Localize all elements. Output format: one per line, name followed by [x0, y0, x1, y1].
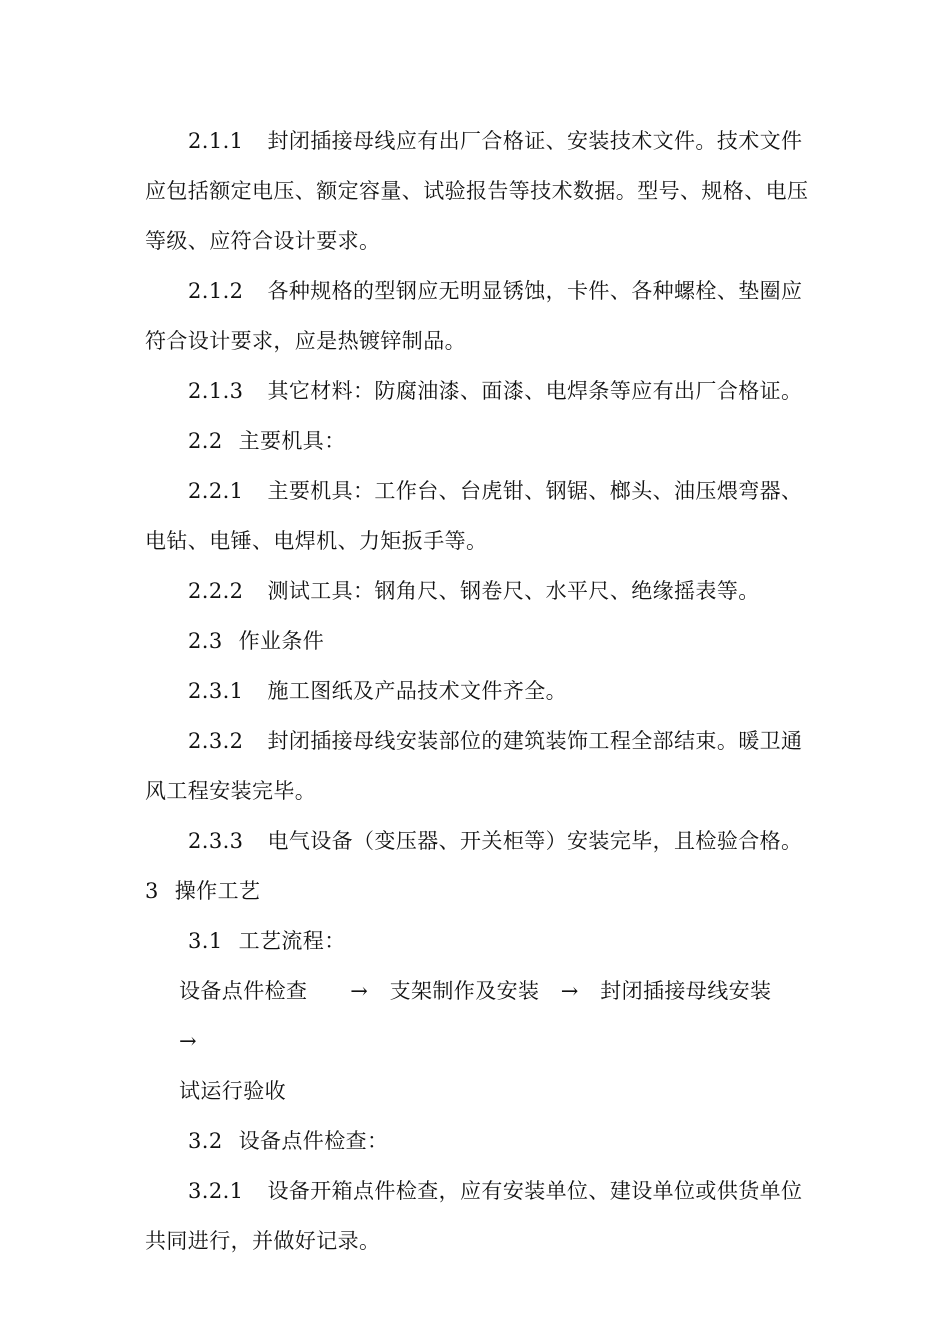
paragraph-text: 测试工具：钢角尺、钢卷尺、水平尺、绝缘摇表等。: [267, 579, 760, 603]
section-number: 3: [145, 879, 159, 903]
section-number: 2.2.1: [188, 479, 244, 503]
process-flow-line-2: 试运行验收: [179, 1079, 286, 1103]
section-number: 2.2.2: [188, 579, 244, 603]
heading-3: [145, 866, 810, 916]
paragraph-text: 施工图纸及产品技术文件齐全。: [267, 679, 568, 703]
paragraph-text: 封闭插接母线安装部位的建筑装饰工程全部结束。暖卫通风工程安装完毕。: [145, 729, 803, 803]
paragraph-text: 各种规格的型钢应无明显锈蚀，卡件、各种螺栓、垫圈应符合设计要求，应是热镀锌制品。: [145, 279, 803, 353]
paragraph-2-1-1: [145, 116, 810, 266]
heading-3-2: [145, 1116, 810, 1166]
heading-text: 作业条件: [238, 629, 325, 653]
heading-2-3: [145, 616, 810, 666]
paragraph-text: 设备开箱点件检查，应有安装单位、建设单位或供货单位共同进行，并做好记录。: [145, 1179, 803, 1253]
paragraph-2-2-1: [145, 466, 810, 566]
paragraph-3-2-1: [145, 1166, 810, 1266]
section-number: 2.3.2: [188, 729, 244, 753]
document-body: [145, 116, 815, 1266]
paragraph-2-3-2: [145, 716, 810, 816]
paragraph-text: 其它材料：防腐油漆、面漆、电焊条等应有出厂合格证。: [267, 379, 803, 403]
paragraph-2-3-1: [145, 666, 810, 716]
heading-text: 操作工艺: [174, 879, 261, 903]
heading-3-1: [145, 916, 810, 966]
process-flow-line-1: 设备点件检查 → 支架制作及安装 → 封闭插接母线安装 →: [179, 979, 815, 1053]
paragraph-2-3-3: [145, 816, 810, 866]
paragraph-text: 主要机具：工作台、台虎钳、钢锯、榔头、油压煨弯器、电钻、电锤、电焊机、力矩扳手等。: [145, 479, 803, 553]
paragraph-text: 电气设备（变压器、开关柜等）安装完毕，且检验合格。: [267, 829, 803, 853]
paragraph-2-1-2: [145, 266, 810, 366]
section-number: 2.3: [188, 629, 223, 653]
paragraph-2-1-3: [145, 366, 810, 416]
section-number: 3.2: [188, 1129, 223, 1153]
section-number: 2.2: [188, 429, 223, 453]
process-flow: [145, 966, 815, 1116]
section-number: 2.1.1: [188, 129, 244, 153]
section-number: 3.2.1: [188, 1179, 244, 1203]
paragraph-2-2-2: [145, 566, 810, 616]
section-number: 2.1.3: [188, 379, 244, 403]
section-number: 2.1.2: [188, 279, 244, 303]
heading-text: 设备点件检查：: [238, 1129, 389, 1153]
section-number: 2.3.3: [188, 829, 244, 853]
heading-text: 主要机具：: [238, 429, 346, 453]
paragraph-text: 封闭插接母线应有出厂合格证、安装技术文件。技术文件应包括额定电压、额定容量、试验报告等技术数据。型号、规格、电压等级、应符合设计要求。: [145, 129, 809, 253]
section-number: 2.3.1: [188, 679, 244, 703]
heading-text: 工艺流程：: [238, 929, 346, 953]
section-number: 3.1: [188, 929, 223, 953]
heading-2-2: [145, 416, 810, 466]
